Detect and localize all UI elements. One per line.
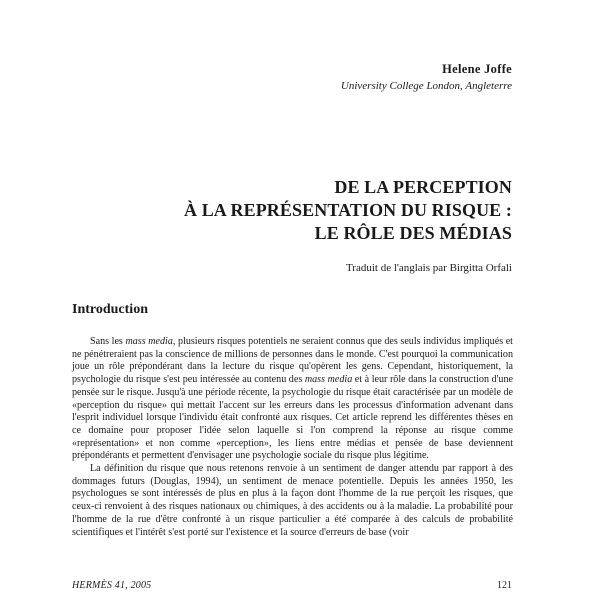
- translation-note: Traduit de l'anglais par Birgitta Orfali: [345, 262, 512, 274]
- author-affiliation: University College London, Angleterre: [340, 80, 512, 92]
- section-heading: Introduction: [72, 302, 148, 317]
- paragraph-1: [72, 336, 513, 463]
- body-text: [72, 336, 513, 539]
- journal-footer: HERMÈS 41, 2005: [72, 580, 152, 591]
- paragraph-1-after: , plusieurs risques potentiels ne seraient connus que des seuls individus impliqués et ne pénétreraient pas la conscience de millions de personnes dans le monde. C'est pourquoi la communication joue un rôle prépondérant dans la lecture du risque qu'opèrent les gens. Cependant, historiquement, la psychologie du risque s'est peu intéressée au contenu des: [72, 336, 513, 386]
- article-title: [184, 176, 512, 245]
- paragraph-2: La définition du risque que nous retenons renvoie à un sentiment de danger attendu par rapport à des dommages futurs (Douglas, 1994), un sentiment de menace potentielle. Depuis les années 1950, les psychologues se sont intéressés de plus en plus à la façon dont l'homme de la rue perçoit les risques, que ceux-ci renvoient à des risques nationaux ou chimiques, à des accidents ou à la maladie. La probabilité pour l'homme de la rue d'être confronté à un risque particulier a été comparée à des calculs de probabilité scientifiques et l'intérêt s'est porté sur l'existence et la source d'erreurs de base (voir: [72, 463, 513, 538]
- paragraph-1-before: Sans les: [90, 336, 126, 347]
- title-line-2: À LA REPRÉSENTATION DU RISQUE :: [184, 200, 512, 220]
- paragraph-1-emphasis: mass media: [125, 336, 173, 347]
- title-line-1: DE LA PERCEPTION: [334, 177, 512, 197]
- author-name: Helene Joffe: [442, 62, 512, 76]
- paragraph-1-emphasis-2: mass media: [304, 374, 353, 386]
- title-line-3: LE RÔLE DES MÉDIAS: [314, 223, 512, 243]
- author-block: [341, 62, 512, 92]
- paragraph-1-continued: et à leur rôle dans la construction d'une pensée sur le risque. Jusqu'à une période récente, la psychologie du risque était caractérisée par un modèle de «perception du risque» qui mettait l'accent sur les erreurs dans les processus d'information advenant dans l'esprit individuel lorsque l'individu était confronté aux risques. Cet article reprend les différentes thèses en ce domaine pour proposer l'idée selon laquelle si l'on comprend la réponse au risque comme «représentation» et non comme «perception», les liens entre médias et pensée de base deviennent prépondérants et permettent d'envisager une psychologie sociale du risque plus légitime.: [72, 374, 514, 462]
- page-number: 121: [497, 580, 512, 591]
